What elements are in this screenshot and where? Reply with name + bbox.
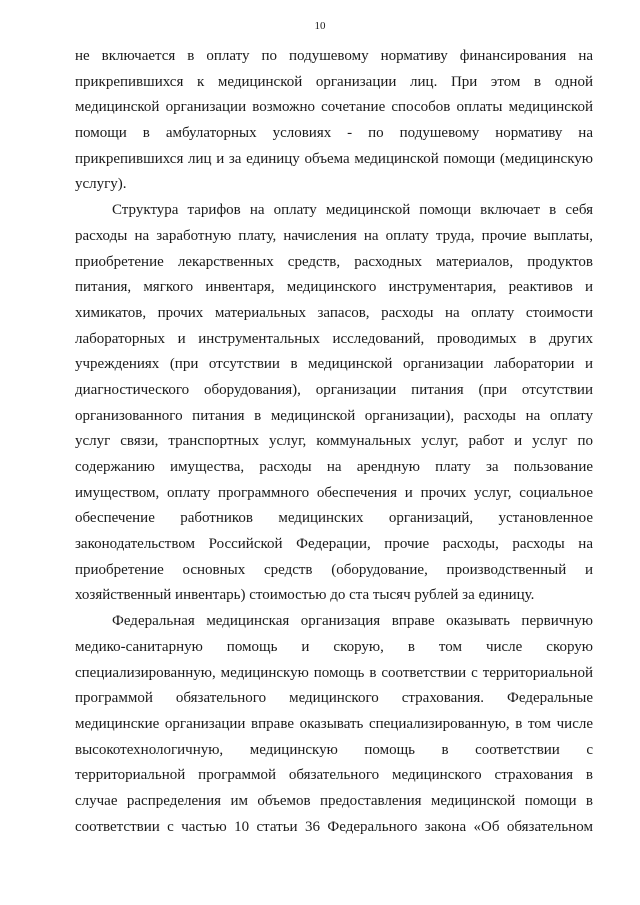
text-line: расходы на заработную плату, начисления на оплату труда, прочие выплаты,: [75, 227, 593, 244]
text-line: питания, мягкого инвентаря, медицинского инструментария, реактивов и: [75, 279, 593, 296]
text-line: прикрепившихся лиц и за единицу объема медицинской помощи (медицинскую: [75, 150, 593, 167]
text-line: приобретение основных средств (оборудование, производственный и: [75, 561, 593, 578]
text-line: обеспечение работников медицинских организаций, установленное: [75, 510, 593, 527]
paragraph-2: [75, 198, 593, 609]
text-line: законодательством Российской Федерации, прочие расходы, расходы на: [75, 536, 593, 553]
text-line: приобретение лекарственных средств, расходных материалов, продуктов: [75, 253, 593, 270]
paragraph-3: [75, 609, 593, 840]
text-line: услугу).: [75, 176, 127, 193]
text-line: химикатов, прочих материальных запасов, расходы на оплату стоимости: [75, 304, 593, 321]
page-number: 10: [314, 20, 326, 32]
text-line: диагностического оборудования), организации питания (при отсутствии: [75, 381, 593, 398]
text-line: программой обязательного медицинского страхования. Федеральные: [75, 690, 593, 707]
text-line: лабораторных и инструментальных исследований, проводимых в других: [75, 330, 593, 347]
text-line: услуг связи, транспортных услуг, коммунальных услуг, работ и услуг по: [75, 433, 593, 450]
text-line: Структура тарифов на оплату медицинской помощи включает в себя: [112, 202, 593, 219]
text-line: медицинские организации вправе оказывать специализированную, в том числе: [75, 715, 593, 732]
text-line: медико-санитарную помощь и скорую, в том числе скорую: [75, 638, 593, 655]
text-line: хозяйственный инвентарь) стоимостью до ста тысяч рублей за единицу.: [75, 587, 535, 604]
text-line: прикрепившихся к медицинской организации лиц. При этом в одной: [75, 73, 593, 90]
text-line: Федеральная медицинская организация вправе оказывать первичную: [112, 613, 593, 630]
text-line: высокотехнологичную, медицинскую помощь в соответствии с: [75, 741, 593, 758]
text-line: специализированную, медицинскую помощь в соответствии с территориальной: [75, 664, 593, 681]
text-line: помощи в амбулаторных условиях - по подушевому нормативу на: [75, 125, 593, 142]
text-line: организованного питания в медицинской организации), расходы на оплату: [75, 407, 593, 424]
paragraph-1: [75, 44, 593, 198]
text-line: соответствии с частью 10 статьи 36 Федерального закона «Об обязательном: [75, 818, 593, 835]
text-line: имуществом, оплату программного обеспечения и прочих услуг, социальное: [75, 484, 593, 501]
text-line: медицинской организации возможно сочетание способов оплаты медицинской: [75, 99, 593, 116]
text-line: территориальной программой обязательного медицинского страхования в: [75, 767, 593, 784]
text-line: учреждениях (при отсутствии в медицинской организации лаборатории и: [75, 356, 593, 373]
text-line: не включается в оплату по подушевому нормативу финансирования на: [75, 48, 593, 64]
document-body: [75, 44, 593, 840]
text-line: случае распределения им объемов предоставления медицинской помощи в: [75, 792, 593, 809]
text-line: содержанию имущества, расходы на арендную плату за пользование: [75, 459, 593, 475]
